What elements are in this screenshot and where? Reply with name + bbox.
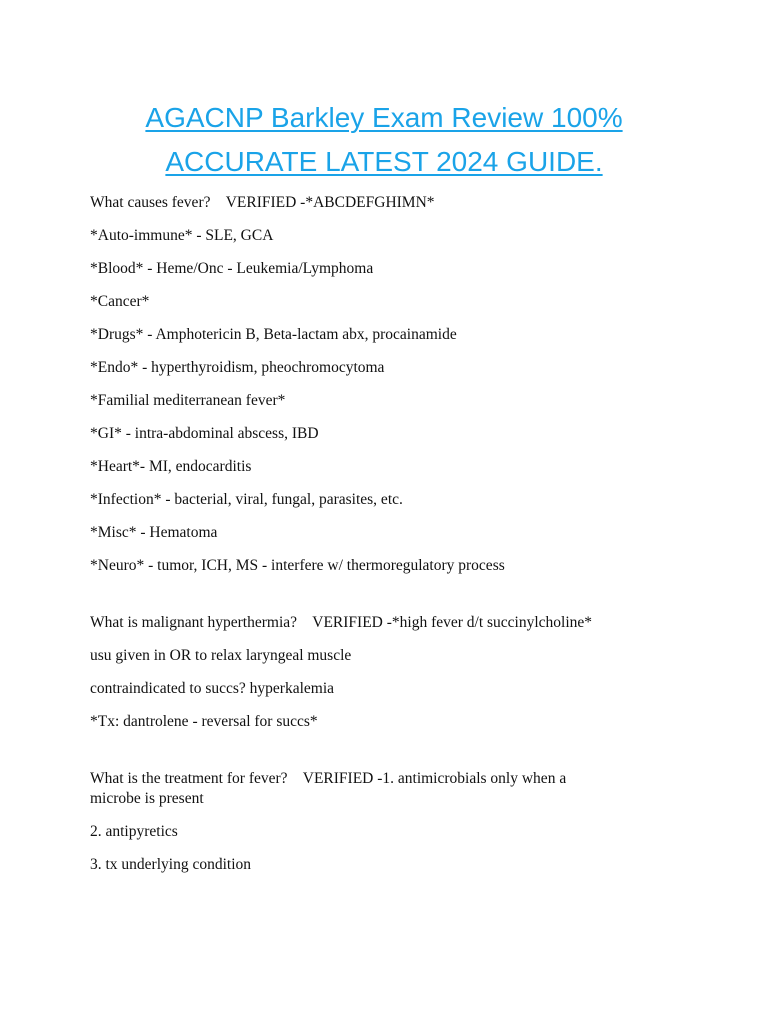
- list-item: *Endo* - hyperthyroidism, pheochromocytoma: [90, 359, 385, 376]
- list-item: *GI* - intra-abdominal abscess, IBD: [90, 425, 319, 442]
- document-body: [90, 193, 690, 888]
- list-item: 3. tx underlying condition: [90, 856, 252, 873]
- fever-treatment-section: [90, 769, 690, 875]
- list-item: contraindicated to succs? hyperkalemia: [90, 680, 335, 697]
- question-malignant-hyperthermia: What is malignant hyperthermia? VERIFIED -*high fever d/t succinylcholine*: [90, 614, 593, 631]
- list-item: *Neuro* - tumor, ICH, MS - interfere w/ thermoregulatory process: [90, 557, 505, 574]
- question-fever-treatment: What is the treatment for fever? VERIFIED -1. antimicrobials only when a: [90, 770, 567, 787]
- title-line-1: AGACNP Barkley Exam Review 100%: [145, 102, 623, 133]
- list-item: *Tx: dantrolene - reversal for succs*: [90, 713, 318, 730]
- list-item: *Heart*- MI, endocarditis: [90, 458, 252, 475]
- list-item: *Cancer*: [90, 293, 150, 310]
- list-item: usu given in OR to relax laryngeal muscle: [90, 647, 352, 664]
- title-line-2: ACCURATE LATEST 2024 GUIDE.: [165, 146, 603, 177]
- list-item: 2. antipyretics: [90, 823, 178, 840]
- list-item: *Familial mediterranean fever*: [90, 392, 286, 409]
- list-item: *Misc* - Hematoma: [90, 524, 218, 541]
- section-spacer: [90, 745, 690, 769]
- list-item: *Blood* - Heme/Onc - Leukemia/Lymphoma: [90, 260, 374, 277]
- document-title: [0, 96, 768, 184]
- list-item: *Auto-immune* - SLE, GCA: [90, 227, 274, 244]
- list-item: *Infection* - bacterial, viral, fungal, parasites, etc.: [90, 491, 403, 508]
- question-fever-causes: What causes fever? VERIFIED -*ABCDEFGHIMN*: [90, 194, 435, 211]
- question-fever-treatment-continued: microbe is present: [90, 790, 204, 807]
- list-item: *Drugs* - Amphotericin B, Beta-lactam abx, procainamide: [90, 326, 457, 343]
- section-spacer: [90, 589, 690, 613]
- malignant-hyperthermia-section: [90, 613, 690, 732]
- fever-causes-section: [90, 193, 690, 576]
